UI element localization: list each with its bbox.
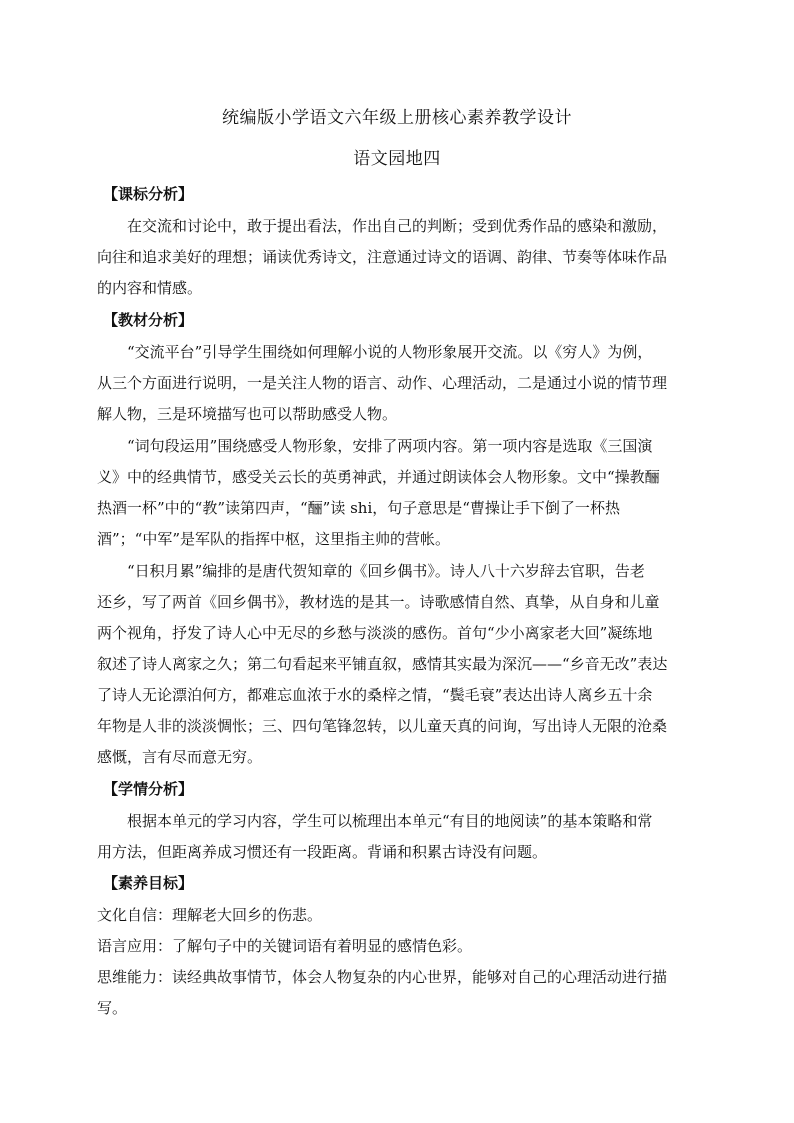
section-heading-textbook-analysis: 【教材分析】 (103, 311, 194, 329)
paragraph-line: 用方法，但距离养成习惯还有一段距离。背诵和积累古诗没有问题。 (97, 843, 548, 861)
paragraph-line: 思维能力：读经典故事情节，体会人物复杂的内心世界，能够对自己的心理活动进行描 (97, 968, 668, 986)
paragraph-line: 从三个方面进行说明，一是关注人物的语言、动作、心理活动，二是通过小说的情节理 (97, 374, 668, 392)
paragraph-line: 语言应用：了解句子中的关键词语有着明显的感情色彩。 (97, 937, 473, 955)
paragraph-line: “词句段运用”围绕感受人物形象，安排了两项内容。第一项内容是选取《三国演 (127, 437, 653, 455)
paragraph-line: 了诗人无论漂泊何方，都难忘血浓于水的桑梓之情，“鬓毛衰”表达出诗人离乡五十余 (97, 686, 653, 704)
document-subtitle: 语文园地四 (353, 149, 441, 169)
section-heading-learner-analysis: 【学情分析】 (103, 780, 194, 798)
paragraph-line: 写。 (97, 999, 128, 1017)
paragraph-line: 还乡，写了两首《回乡偶书》，教材选的是其一。诗歌感情自然、真挚，从自身和儿童 (97, 593, 660, 611)
paragraph-line: 在交流和讨论中，敢于提出看法，作出自己的判断；受到优秀作品的感染和激励， (127, 217, 668, 235)
paragraph-line: 酒”；“中军”是军队的指挥中枢，这里指主帅的营帐。 (97, 530, 451, 548)
paragraph-line: “交流平台”引导学生围绕如何理解小说的人物形象展开交流。以《穷人》为例， (127, 343, 653, 361)
paragraph-line: 的内容和情感。 (97, 279, 203, 297)
paragraph-line: 两个视角，抒发了诗人心中无尽的乡愁与淡淡的感伤。首句“少小离家老大回”凝练地 (97, 624, 653, 642)
paragraph-line: 向往和追求美好的理想；诵读优秀诗文，注意通过诗文的语调、韵律、节奏等体味作品 (97, 248, 668, 266)
paragraph-line: 叙述了诗人离家之久；第二句看起来平铺直叙，感情其实最为深沉——“乡音无改”表达 (97, 655, 668, 673)
paragraph-line: 感慨，言有尽而意无穷。 (97, 748, 263, 766)
paragraph-line: 义》中的经典情节，感受关云长的英勇神武，并通过朗读体会人物形象。文中“操教酾 (97, 468, 660, 486)
paragraph-line: 年物是人非的淡淡惆怅；三、四句笔锋忽转，以儿童天真的问询，写出诗人无限的沧桑 (97, 717, 668, 735)
paragraph-line: “日积月累”编排的是唐代贺知章的《回乡偶书》。诗人八十六岁辞去官职，告老 (127, 562, 645, 580)
section-heading-curriculum-analysis: 【课标分析】 (103, 185, 194, 203)
paragraph-line: 解人物，三是环境描写也可以帮助感受人物。 (97, 405, 398, 423)
paragraph-line: 热酒一杯”中的“教”读第四声，“酾”读 shi，句子意思是“曹操让手下倒了一杯热 (97, 499, 620, 517)
section-heading-competency-goals: 【素养目标】 (103, 874, 194, 892)
paragraph-line: 文化自信：理解老大回乡的伤悲。 (97, 906, 323, 924)
paragraph-line: 根据本单元的学习内容，学生可以梳理出本单元“有目的地阅读”的基本策略和常 (127, 812, 653, 830)
document-title: 统编版小学语文六年级上册核心素养教学设计 (222, 108, 572, 128)
